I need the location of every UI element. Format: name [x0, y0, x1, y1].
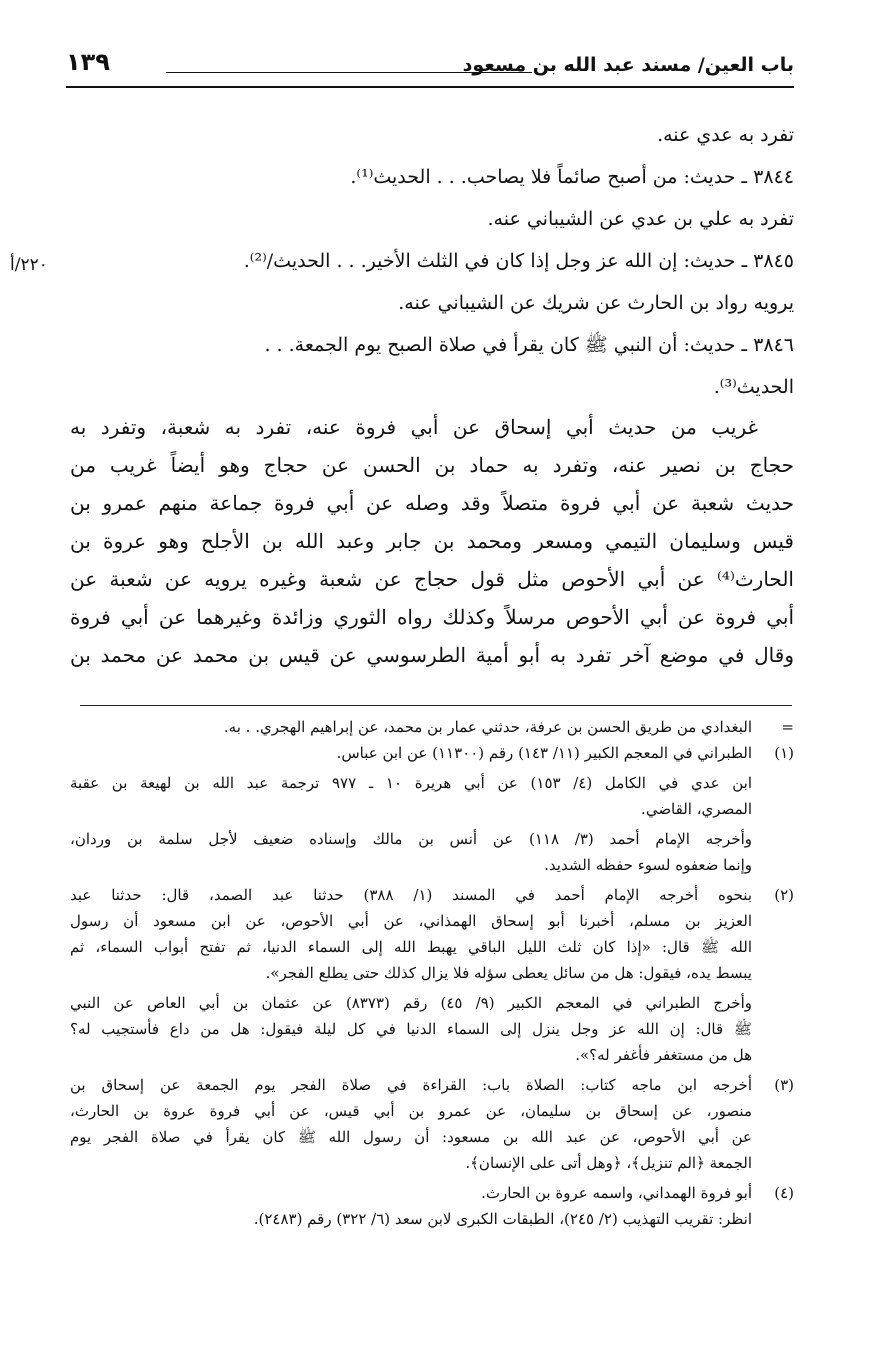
footnote-line: وأخرجه الإمام أحمد (٣/ ١١٨) عن أنس بن مالك وإسناده ضعيف لأجل سلمة بن وردان،	[70, 830, 752, 848]
manuscript-folio-note: ٢٢٠/أ	[10, 255, 48, 275]
paragraph-line: حديث شعبة عن أبي فروة متصلاً وقد وصله عن أبي فروة جماعة منهم عمرو بن	[70, 491, 794, 515]
running-title: باب العين/ مسند عبد الله بن مسعود	[462, 54, 794, 76]
page-number: ١٣٩	[66, 48, 110, 76]
commentary-paragraph	[70, 408, 794, 674]
header-dash-line	[166, 72, 532, 73]
footnote-separator	[80, 705, 792, 706]
footnote-number: (٢)	[774, 886, 794, 904]
footnote-line: منصور، عن إسحاق بن سليمان، عن عمرو بن أبي قيس، عن أبي فروة عروة بن الحارث،	[70, 1102, 752, 1120]
text-line: تفرد به عدي عنه.	[657, 124, 794, 146]
paragraph-line: الحارث⁽⁴⁾ عن أبي الأحوص مثل قول حجاج عن شعبة وغيره يرويه عن شعبة عن	[70, 567, 794, 591]
footnote	[70, 826, 794, 878]
footnote-line: الله ﷺ قال: «إذا كان ثلث الليل الباقي يهبط الله إلى السماء الدنيا، ثم تفتح أبواب السماء، ثم	[70, 938, 752, 956]
footnote-line: الطبراني في المعجم الكبير (١١/ ١٤٣) رقم (١١٣٠٠) عن ابن عباس.	[336, 744, 752, 762]
footnote	[70, 1072, 794, 1176]
footnote	[70, 1206, 794, 1232]
text-line: يرويه رواد بن الحارث عن شريك عن الشيباني عنه.	[398, 292, 794, 314]
paragraph-line: أبي فروة عن أبي الأحوص مرسلاً وكذلك رواه الثوري وزائدة وغيرهما عن أبي فروة	[70, 605, 794, 629]
hadith-entry: ٣٨٤٦ ـ حديث: أن النبي ﷺ كان يقرأ في صلاة الصبح يوم الجمعة. . .	[264, 334, 794, 356]
footnote-line: يبسط يده، فيقول: هل من سائل يعطى سؤله فلا يزال كذلك حتى يطلع الفجر».	[265, 964, 752, 982]
footnote-line: وأخرج الطبراني في المعجم الكبير (٩/ ٤٥) رقم (٨٣٧٣) عن عثمان بن أبي العاص عن النبي	[70, 994, 752, 1012]
footnote-number: =	[781, 718, 794, 736]
footnote-line: أبو فروة الهمداني، واسمه عروة بن الحارث.	[481, 1184, 752, 1202]
footnote	[70, 714, 794, 740]
hadith-entry: ٣٨٤٤ ـ حديث: من أصبح صائماً فلا يصاحب. . . الحديث⁽¹⁾.	[350, 166, 794, 188]
footnote-line: هل من مستغفر فأغفر له؟».	[575, 1046, 752, 1064]
footnote-number: (٤)	[774, 1184, 794, 1202]
footnote	[70, 770, 794, 822]
footnote	[70, 990, 794, 1068]
footnote-line: عن أبي الأحوص، عن عبد الله بن مسعود: أن رسول الله ﷺ كان يقرأ في صلاة الفجر يوم	[70, 1128, 752, 1146]
footnotes	[70, 714, 794, 1232]
footnote-line: الجمعة ﴿الم تنزيل﴾، ﴿وهل أتى على الإنسان﴾.	[465, 1154, 752, 1172]
footnote-line: بنحوه أخرجه الإمام أحمد في المسند (١/ ٣٨٨) حدثنا عبد الصمد، قال: حدثنا عبد	[70, 886, 752, 904]
main-text	[70, 114, 794, 408]
header-rule	[66, 86, 794, 88]
footnote-line: وإنما ضعفوه لسوء حفظه الشديد.	[544, 856, 752, 874]
page-header	[66, 44, 794, 86]
footnote	[70, 882, 794, 986]
paragraph-line: حجاج بن نصير عنه، وتفرد به حماد بن الحسن عن حجاج وهو أيضاً غريب من	[70, 453, 794, 477]
footnote-line: انظر: تقريب التهذيب (٢/ ٢٤٥)، الطبقات الكبرى لابن سعد (٦/ ٣٢٢) رقم (٢٤٨٣).	[253, 1210, 752, 1228]
footnote-line: أخرجه ابن ماجه كتاب: الصلاة باب: القراءة في صلاة الفجر يوم الجمعة عن إسحاق بن	[70, 1076, 752, 1094]
text-line: تفرد به علي بن عدي عن الشيباني عنه.	[487, 208, 794, 230]
paragraph-line: وقال في موضع آخر تفرد به أبو أمية الطرسوسي عن قيس بن محمد عن محمد بن	[70, 643, 794, 667]
hadith-entry: ٣٨٤٥ ـ حديث: إن الله عز وجل إذا كان في الثلث الأخير. . . الحديث/⁽²⁾.	[243, 250, 794, 272]
footnote	[70, 740, 794, 766]
footnote-number: (١)	[774, 744, 794, 762]
footnote	[70, 1180, 794, 1206]
footnote-line: ابن عدي في الكامل (٤/ ١٥٣) عن أبي هريرة ١٠ ـ ٩٧٧ ترجمة عبد الله بن لهيعة بن عقبة	[70, 774, 752, 792]
footnote-line: البغدادي من طريق الحسن بن عرفة، حدثني عمار بن محمد، عن إبراهيم الهجري. . به.	[223, 718, 752, 736]
footnote-line: العزيز بن مسلم، أخبرنا أبو إسحاق الهمذاني، عن أبي الأحوص، عن ابن مسعود أن رسول	[70, 912, 752, 930]
footnote-number: (٣)	[774, 1076, 794, 1094]
footnote-line: المصري، القاضي.	[641, 800, 752, 818]
paragraph-line: قيس وسليمان التيمي ومسعر ومحمد بن جابر وعبد الله بن الأجلح وهو عروة بن	[70, 529, 794, 553]
paragraph-line: غريب من حديث أبي إسحاق عن أبي فروة عنه، تفرد به شعبة، وتفرد به	[70, 415, 758, 439]
text-line: الحديث⁽³⁾.	[713, 376, 794, 398]
footnote-line: ﷺ قال: إن الله عز وجل ينزل إلى السماء الدنيا في كل ليلة فيقول: هل من داع فأستجيب له؟	[70, 1020, 752, 1038]
